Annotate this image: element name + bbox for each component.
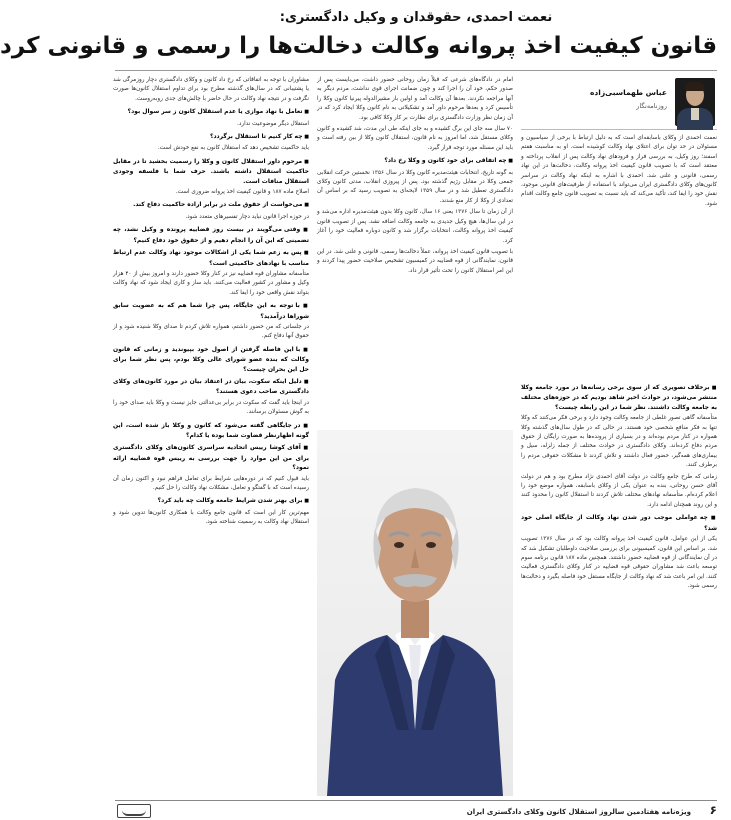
interview-question: ■ برای بهتر شدن شرایط جامعه وکالت چه باید کرد؟: [113, 496, 309, 506]
publication-logo-icon: [117, 804, 151, 818]
footer-title: ویژه‌نامه هفتادمین سالروز استقلال کانون وکلای دادگستری ایران: [466, 808, 691, 816]
interview-question: ■ چه عواملی موجب دور شدن نهاد وکالت از جایگاه اصلی خود شد؟: [521, 513, 717, 533]
portrait-figure: [317, 430, 513, 796]
article-paragraph: در حوزه اجرا قانون نباید دچار تفسیرهای متعدد شود.: [185, 213, 309, 220]
interview-question: ■ چه اتفاقی برای خود کانون و وکلا رخ داد؟: [317, 156, 513, 166]
article-paragraph: باید حاکمیت تشخیص دهد که استقلال کانون به نفع خودش است.: [157, 145, 309, 152]
article-paragraph: استقلال دیگر موضوعیت ندارد.: [237, 120, 309, 127]
interview-question: ■ وقتی می‌گویند در بیست روز قضاییه پرونده و وکیل نشد، چه تضمینی که این آن را انجام دهیم و از حقوق خود دفاع کنیم؟: [113, 225, 309, 245]
article-paragraph: باید قبول کنیم که در دوره‌هایی شرایط برای تعامل فراهم نبود و اکنون زمان آن رسیده است که با گفتگو و تعامل، مشکلات نهاد وکالت را حل کنیم.: [113, 475, 309, 492]
interview-question: ■ می‌خواست از حقوق ملت در برابر اراده حاکمیت دفاع کند.: [113, 200, 309, 210]
author-name: عباس طهماسبی‌زاده: [589, 88, 667, 97]
article-kicker: نعمت احمدی، حقوقدان و وکیل دادگستری:: [279, 10, 553, 25]
interview-question: ■ آقای کوشا رییس اتحادیه سراسری کانون‌های وکلای دادگستری برای من این موارد را جهت بررسی به رییس قوه قضاییه ارائه نمود؟: [113, 443, 309, 472]
interview-question: ■ برخلاف تصویری که از سوی برخی رسانه‌ها در مورد جامعه وکلا منتشر می‌شود، در حوادث اخیر شاهد بودیم که در حوزه‌های مختلف به جامعه وکالت داشتند. نظر شما در این رابطه چیست؟: [521, 383, 717, 412]
article-paragraph: ۷۰ سال سه جای این برگ کشیده و به جای اینکه طی این مدت، شد کشیده و کانون وکلای مستقل شد، اما امروز به نام قانون، استقلال کانون وکلا از بین رفته است و باید این مسئله مورد توجه قرار گیرد.: [317, 126, 513, 151]
article-paragraph: با تصویب قانون کیفیت اخذ پروانه، عملاً دخالت‌ها رسمی، قانونی و علنی شد. در این قانون، نمایندگانی از قوه قضاییه در کمیسیون تشخیص صلاحیت حضور پیدا کردند و این امر استقلال کانون را تحت تأثیر قرار داد.: [317, 248, 513, 274]
interview-question: ■ پس به زعم شما یکی از اشکالات موجود نهاد وکالت عدم ارتباط مناسب با نهادهای حاکمیتی است؟: [113, 248, 309, 268]
article-paragraph: از آن زمان تا سال ۱۳۷۶ یعنی ۱۶ سال، کانون وکلا بدون هیئت‌مدیره اداره می‌شد و در این سال‌ها، هیچ وکیل جدیدی به جامعه وکالت اضافه نشد. پس از تصویب قانون کیفیت اخذ پروانه وکالت، انتخابات برگزار شد و کانون دوباره فعالیت خود را آغاز کرد.: [317, 209, 513, 244]
article-paragraph: متأسفانه گاهی تصور غلطی از جامعه وکالت وجود دارد و برخی فکر می‌کنند که وکلا تنها به فکر منافع شخصی خود هستند. در حالی که در طول سال‌های گذشته وکلا همواره در کنار مردم بوده‌اند و در بسیاری از پرونده‌ها به صورت رایگان از حقوق مردم دفاع کرده‌اند. وکلای دادگستری در حوادث مختلف از جمله زلزله، سیل و بیماری‌های همه‌گیر، حضور فعال داشتند و تلاش کردند تا مشکلات حقوقی مردم را برطرف کنند.: [521, 415, 717, 469]
interview-question: ■ با این فاصله گرفتن از اصول خود بپیوندید و زمانی که قانون وکالت که بنده عضو شورای عالی وکلا بودم، پس نظر شما برای حل این بحران چیست؟: [113, 345, 309, 374]
interview-question: ■ مرحوم داور استقلال کانون و وکلا را رسمیت بخشید تا در مقابل حاکمیت استقلال داشته باشند. حرف شما با فلسفه وجودی استقلال منافات است.: [113, 157, 309, 186]
page-number: ۶: [709, 803, 717, 817]
author-role: روزنامه‌نگار: [636, 102, 667, 110]
headline-divider: [115, 70, 717, 71]
author-byline: [521, 76, 717, 130]
interview-question: ■ تعامل با نهاد موازی یا عدم استقلال کانون ز سر سوال بود؟: [113, 107, 309, 117]
article-paragraph: مهم‌ترین کار این است که قانون جامع وکالت با همکاری کانون‌ها تدوین شود و استقلال نهاد وکالت به رسمیت شناخته شود.: [113, 509, 309, 526]
article-paragraph: زمانی که طرح جامع وکالت در دولت آقای احمدی نژاد مطرح بود و هم در دولت آقای حسن روحانی، بنده به عنوان یکی از وکلای باسابقه، همواره موضع خود را اعلام کرده‌ام. متأسفانه نهادهای مختلف تلاش کردند تا استقلال کانون را محدود کنند و این روند همچنان ادامه دارد.: [521, 473, 717, 508]
article-paragraph: امام در دادگاه‌های شرعی که قبلاً زمان روحانی حضور داشت، می‌بایست پس از صدور حکم، خود آن را اجرا کند و چون ضمانت اجرای قوی نداشت، مردم دیگر به آنها مراجعه نکردند. بعدها آن وکالت آمد و اولین بار مشیرالدوله پیرنیا کانون وکلا را تأسیس کرد و بعدها مرحوم داور آمد و تشکیلاتی به نام کانون وکلا ایجاد کرد که در آن زمان نظر وزارت دادگستری برای نظارت بر کار وکلا کافی بود.: [317, 77, 513, 121]
author-avatar: [675, 78, 715, 126]
article-paragraph: در اینجا باید گفت که سکوت در برابر بی‌عدالتی جایز نیست و وکلا باید صدای خود را به گوش مسئولان برسانند.: [113, 399, 309, 416]
article-paragraph: به گونه تاریخ، انتخابات هیئت‌مدیره کانون وکلا در سال ۱۳۵۶ نخستین حرکت انقلابی جمعی وکلا در مقابل رژیم گذشته بود. پس از پیروزی انقلاب، مدتی کانون وکلای دادگستری تعطیل شد و در سال ۱۳۵۹ لایحه‌ای به تصویب رسید که بر اساس آن تعدادی از وکلا از کار منع شدند.: [317, 169, 513, 204]
footer-divider: [115, 800, 717, 801]
article-paragraph: در جلساتی که من حضور داشتم، همواره تلاش کردم تا صدای وکلا شنیده شود و از حقوق آنها دفاع کنم.: [113, 323, 309, 340]
interview-question: ■ در جایگاهی گفته می‌شود که کانون و وکلا باز شده است، این گونه اظهارنظر قضاوت شما بوده یا کدام؟: [113, 421, 309, 441]
article-paragraph: مشاوران با توجه به اتفاقاتی که رخ داد کانون و وکلای دادگستری دچار روزمرگی شد یا پشتیبانی که در سال‌های گذشته مطرح بود برای تداوم استقلال کانون‌ها صورت نگرفت و در نتیجه نهاد وکالت در حال حاضر با چالش‌های جدی روبه‌روست.: [113, 77, 309, 102]
article-column-left: [113, 76, 309, 796]
article-column-middle: [317, 76, 513, 426]
article-column-right: [521, 380, 717, 796]
interview-question: ■ چه کار کنیم تا استقلال برگردد؟: [113, 132, 309, 142]
article-paragraph: نعمت احمدی از وکلای باسابقه‌ای است که به دلیل ارتباط با برخی از سیاسیون و مسئولان در حد توان برای اعتلای نهاد وکالت کوشیده است. او به مناسبت هفتم اسفند؛ روز وکیل، به بررسی فراز و فرودهای نهاد وکالت پس از انقلاب پرداخته و معتقد است که با تصویب قانون کیفیت اخذ پروانه وکالت، دخالت‌ها در این نهاد رسمی، قانونی و علنی شد. احمدی با اشاره به اینکه نهاد وکالت در سراسر کانون‌های وکلای دادگستری ایران می‌تواند با استفاده از ظرفیت‌های قانونی موجود، نقش خود را ایفا کند، تأکید می‌کند که باید نسبت به تصویب قانون جامع وکالت اقدام شود.: [521, 135, 717, 207]
article-paragraph: متأسفانه مشاوران قوه قضاییه نیز در کنار وکلا حضور دارند و امروز بیش از ۴۰ هزار وکیل و مشاور در کشور فعالیت می‌کنند. باید ساز و کاری ایجاد شود که نهاد وکالت بتواند نقش واقعی خود را ایفا کند.: [113, 270, 309, 296]
article-column-intro: [521, 134, 717, 374]
interview-question: ■ دلیل اینکه سکوت، بیان در اعتقاد بیان در مورد کانون‌های وکلای دادگستری صاحب دعوی هستند؟: [113, 377, 309, 397]
portrait-photo: [317, 430, 513, 796]
article-headline: قانون کیفیت اخذ پروانه وکالت دخالت‌ها را رسمی و قانونی کرد: [0, 33, 717, 59]
article-paragraph: اصلاح ماده ۱۸۷ و قانون کیفیت اخذ پروانه ضروری است.: [175, 189, 309, 196]
article-paragraph: یکی از این عوامل، قانون کیفیت اخذ پروانه وکالت بود که در سال ۱۳۷۶ تصویب شد. بر اساس این قانون، کمیسیونی برای بررسی صلاحیت داوطلبان تشکیل شد که در آن نمایندگانی از قوه قضاییه حضور داشتند. همچنین ماده ۱۸۷ قانون برنامه سوم توسعه باعث شد مشاوران حقوقی قوه قضاییه در کنار وکلای دادگستری فعالیت کنند. این امر باعث شد که نهاد وکالت از جایگاه مستقل خود فاصله بگیرد و دخالت‌ها رسمی شود.: [520, 536, 717, 590]
interview-question: ■ با توجه به این جایگاه، پس چرا شما هم که به عضویت سابق شوراها درآمدید؟: [113, 301, 309, 321]
